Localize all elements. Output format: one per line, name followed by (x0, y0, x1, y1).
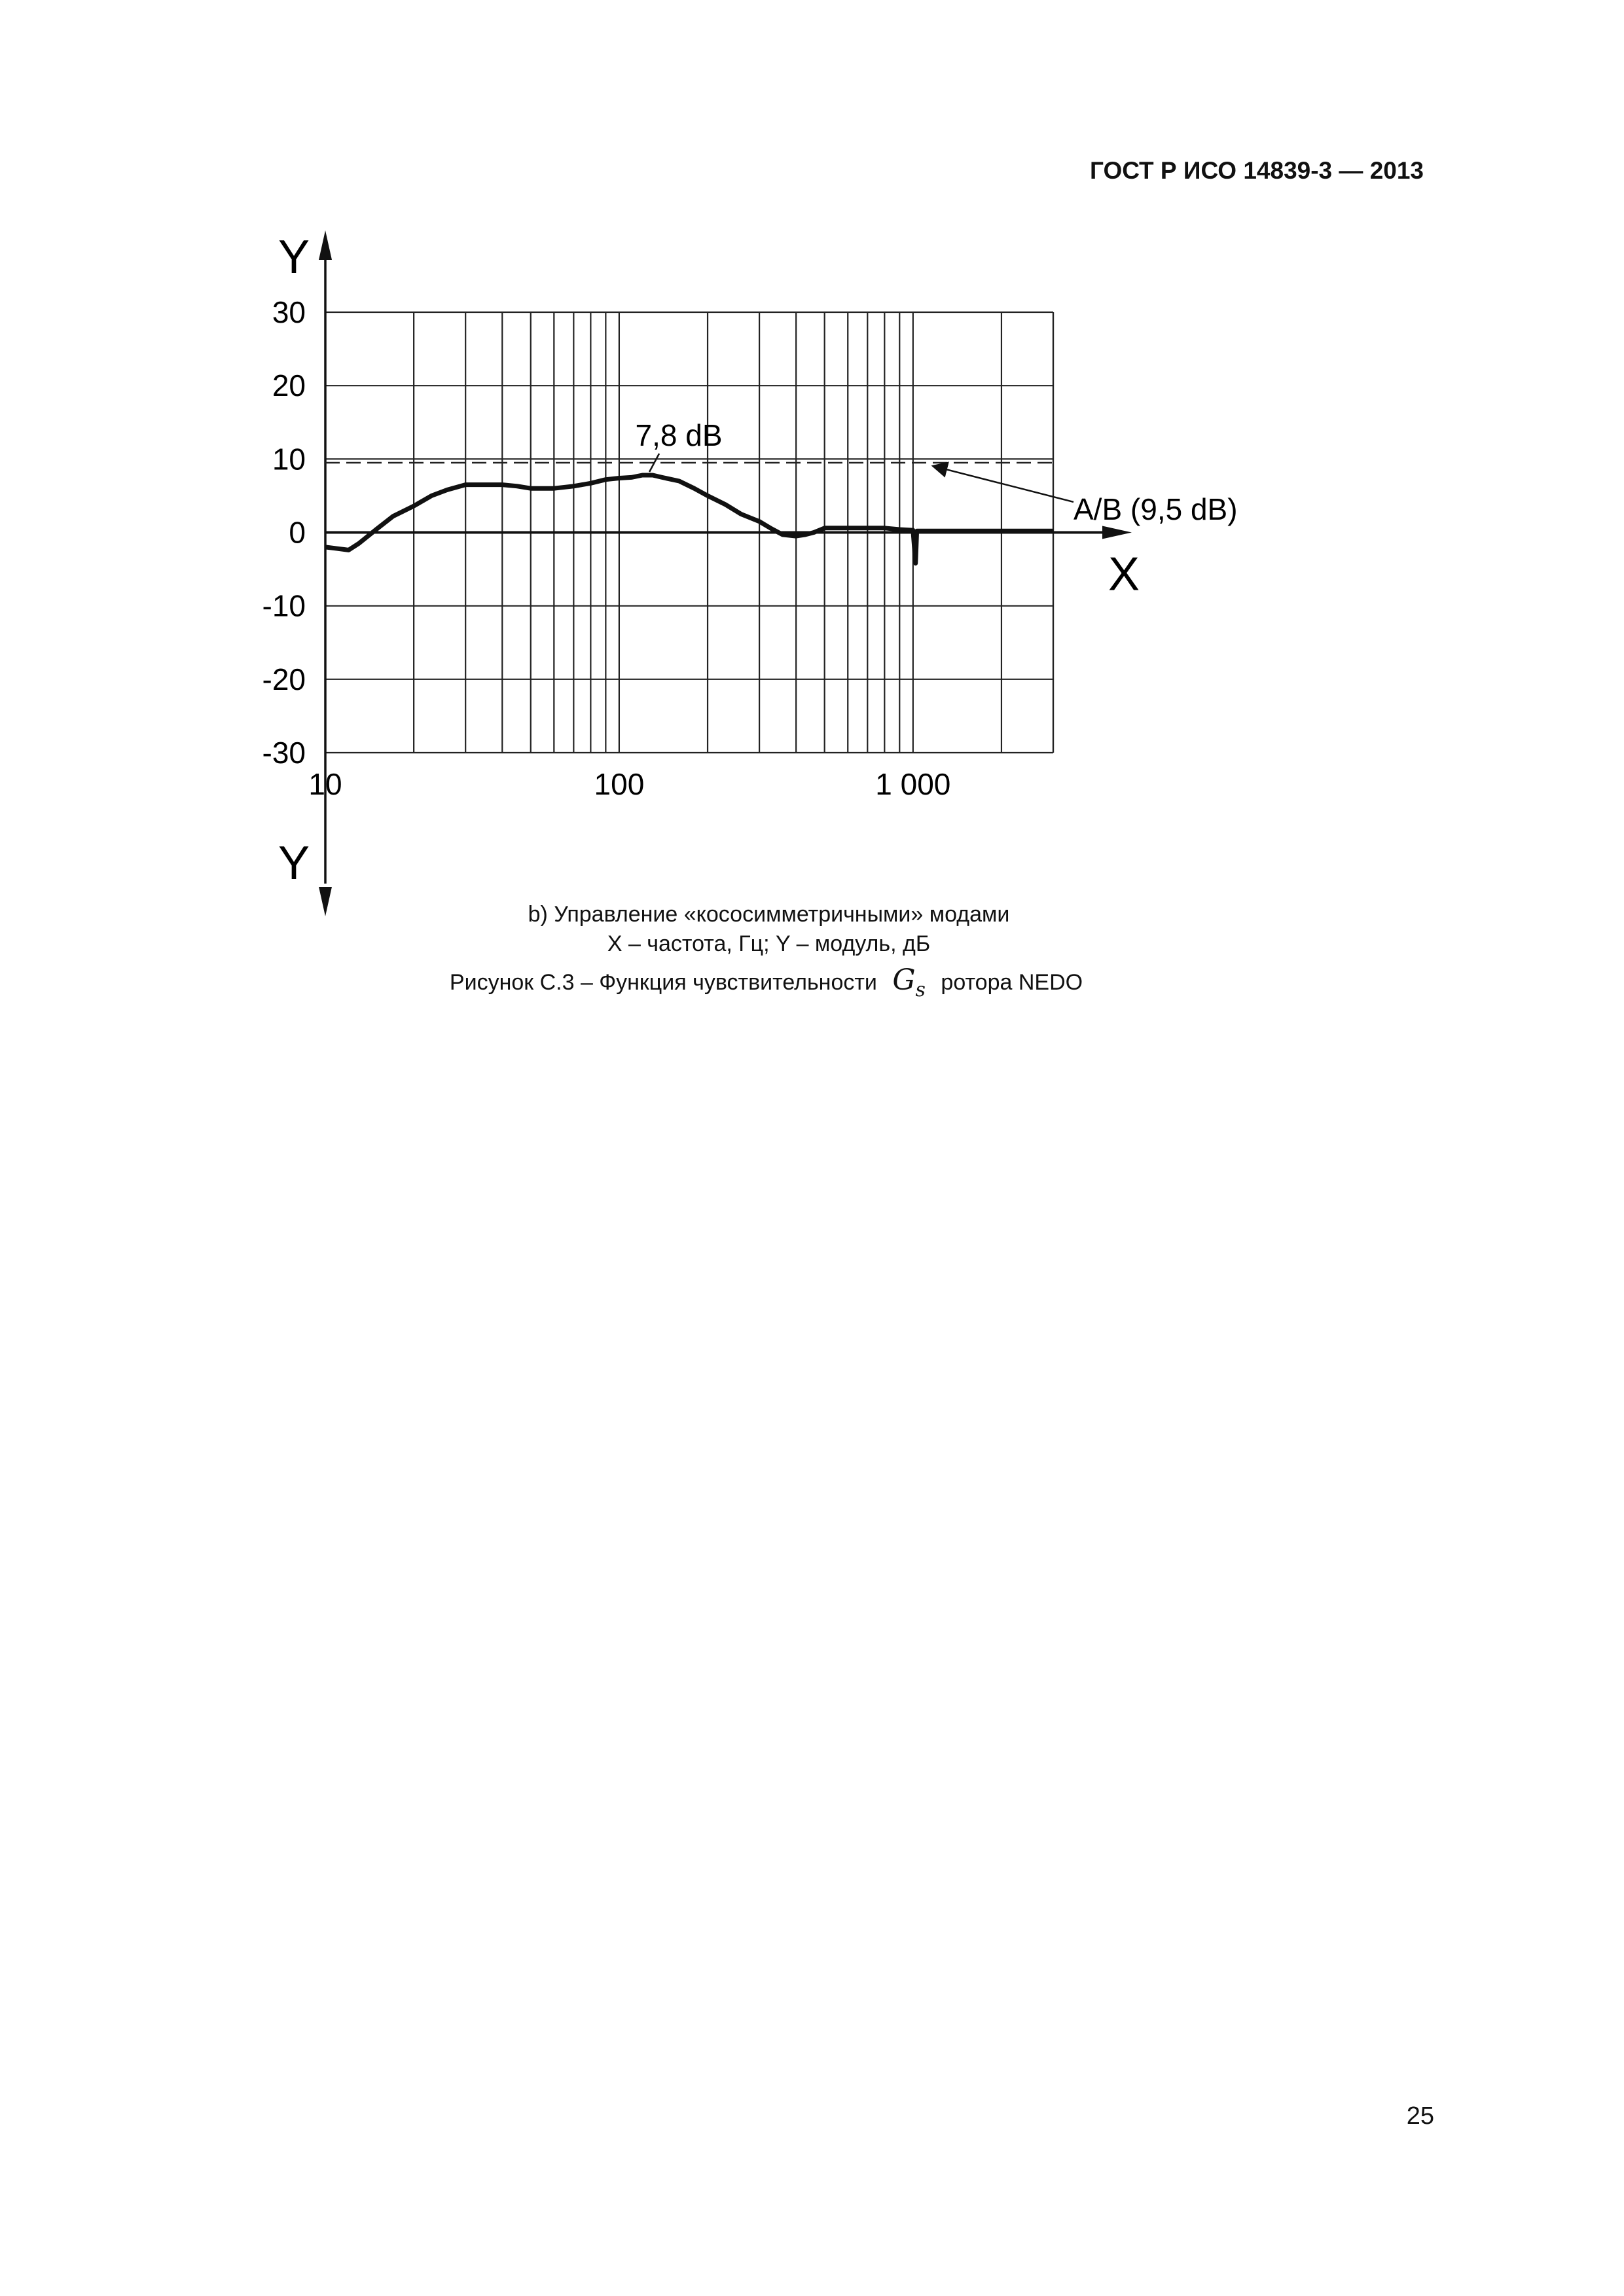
reference-arrow (933, 466, 1074, 502)
y-axis-letter-bottom: Y (278, 837, 310, 889)
y-tick-label: -30 (262, 736, 306, 770)
figure-caption (0, 963, 1578, 1001)
reference-line-label: A/B (9,5 dB) (1074, 492, 1238, 526)
document-header: ГОСТ Р ИСО 14839-3 — 2013 (1089, 157, 1424, 184)
y-tick-label: -10 (262, 588, 306, 623)
x-tick-label: 100 (594, 767, 645, 801)
symbol-sub: s (915, 978, 926, 1001)
y-tick-label: -20 (262, 662, 306, 696)
series-line (325, 475, 1053, 564)
x-tick-label: 1 000 (875, 767, 951, 801)
axis-legend-caption: X – частота, Гц; Y – модуль, дБ (607, 931, 931, 956)
page-number: 25 (1406, 2102, 1434, 2130)
reference-line-group (325, 463, 1238, 526)
annotations-group (636, 418, 723, 472)
series-group (325, 475, 1053, 564)
x-axis-arrow (1102, 526, 1132, 539)
x-axis-letter: X (1108, 548, 1140, 601)
y-tick-label: 20 (272, 368, 306, 403)
chart-axes (278, 230, 1140, 916)
sensitivity-chart (0, 0, 1624, 916)
figure-caption-suffix: ротора NEDO (941, 970, 1083, 995)
y-axis-letter: Y (278, 231, 310, 283)
sensitivity-function-symbol (883, 963, 935, 1001)
symbol-main: G (892, 963, 916, 997)
y-tick-label: 30 (272, 295, 306, 329)
x-tick-label: 10 (308, 767, 342, 801)
y-tick-label: 0 (289, 515, 306, 550)
figure-subcaption: b) Управление «кососимметричными» модами (528, 902, 1010, 927)
y-axis-arrow-up (319, 230, 332, 260)
peak-annotation-label: 7,8 dB (635, 418, 723, 453)
y-tick-label: 10 (272, 442, 306, 476)
figure-caption-prefix: Рисунок С.3 – Функция чувствительности (449, 970, 877, 995)
